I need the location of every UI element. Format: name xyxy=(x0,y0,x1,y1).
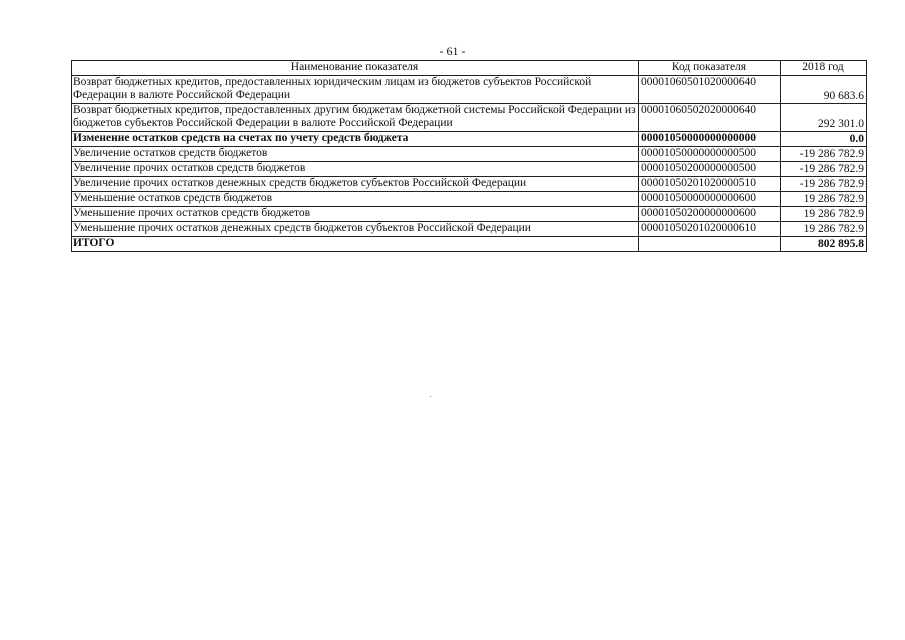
scan-speck xyxy=(430,396,431,397)
row-indicator-name: Уменьшение прочих остатков средств бюджетов xyxy=(72,207,639,222)
row-value-2018: 90 683.6 xyxy=(781,76,867,104)
table-row xyxy=(72,207,867,222)
row-indicator-code: 00001050200000000500 xyxy=(639,162,781,177)
row-indicator-code: 00001050000000000500 xyxy=(639,147,781,162)
row-value-2018: 19 286 782.9 xyxy=(781,192,867,207)
row-indicator-name: Увеличение остатков средств бюджетов xyxy=(72,147,639,162)
row-value-2018: 19 286 782.9 xyxy=(781,222,867,237)
row-value-2018: 19 286 782.9 xyxy=(781,207,867,222)
row-indicator-name: Уменьшение остатков средств бюджетов xyxy=(72,192,639,207)
row-indicator-code: 00001050200000000600 xyxy=(639,207,781,222)
row-indicator-code xyxy=(639,237,781,252)
table-row xyxy=(72,132,867,147)
table-row xyxy=(72,76,867,104)
row-value-2018: -19 286 782.9 xyxy=(781,177,867,192)
table-row xyxy=(72,147,867,162)
header-indicator-code: Код показателя xyxy=(639,61,781,76)
row-indicator-name: Возврат бюджетных кредитов, предоставленных другим бюджетам бюджетной системы Российской Федерации из бюджетов субъектов Российской Федерации в валюте Российской Федерации xyxy=(72,104,639,132)
table-row xyxy=(72,192,867,207)
table-row xyxy=(72,162,867,177)
table-header-row xyxy=(72,61,867,76)
budget-report-table xyxy=(71,60,867,252)
row-value-2018: -19 286 782.9 xyxy=(781,162,867,177)
row-indicator-name: Изменение остатков средств на счетах по учету средств бюджета xyxy=(72,132,639,147)
header-indicator-name: Наименование показателя xyxy=(72,61,639,76)
table-row xyxy=(72,222,867,237)
row-value-2018: 802 895.8 xyxy=(781,237,867,252)
row-indicator-code: 00001050201020000510 xyxy=(639,177,781,192)
row-indicator-name: Возврат бюджетных кредитов, предоставленных юридическим лицам из бюджетов субъектов Российской Федерации в валюте Российской Федерации xyxy=(72,76,639,104)
row-value-2018: 0.0 xyxy=(781,132,867,147)
table-body xyxy=(72,76,867,252)
row-indicator-code: 00001050201020000610 xyxy=(639,222,781,237)
row-indicator-name: ИТОГО xyxy=(72,237,639,252)
row-indicator-code: 00001050000000000600 xyxy=(639,192,781,207)
row-indicator-code: 00001050000000000000 xyxy=(639,132,781,147)
page-number: - 61 - xyxy=(439,44,466,58)
table-row xyxy=(72,177,867,192)
row-indicator-name: Уменьшение прочих остатков денежных средств бюджетов субъектов Российской Федерации xyxy=(72,222,639,237)
row-indicator-name: Увеличение прочих остатков средств бюджетов xyxy=(72,162,639,177)
table-row xyxy=(72,237,867,252)
row-indicator-code: 00001060501020000640 xyxy=(639,76,781,104)
header-year-2018: 2018 год xyxy=(781,61,867,76)
row-value-2018: -19 286 782.9 xyxy=(781,147,867,162)
table-row xyxy=(72,104,867,132)
row-indicator-name: Увеличение прочих остатков денежных средств бюджетов субъектов Российской Федерации xyxy=(72,177,639,192)
row-indicator-code: 00001060502020000640 xyxy=(639,104,781,132)
row-value-2018: 292 301.0 xyxy=(781,104,867,132)
